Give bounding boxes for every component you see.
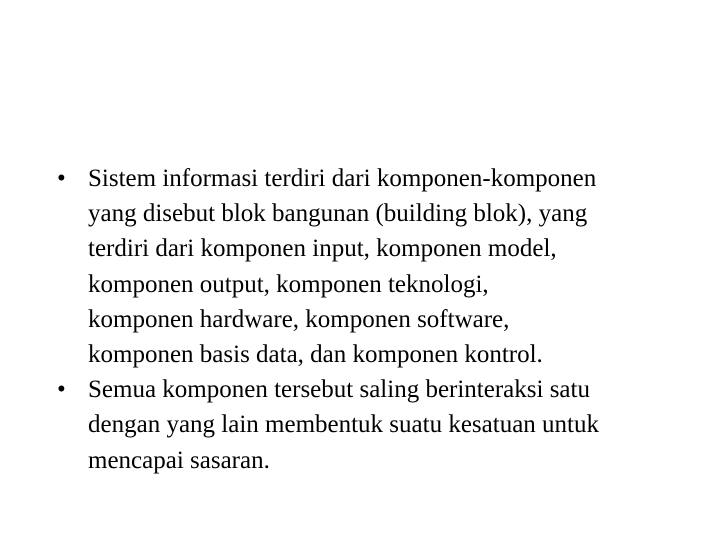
bullet-1-line-2: yang disebut blok bangunan (building blok), yang — [88, 200, 588, 228]
bullet-marker: • — [57, 376, 66, 404]
bullet-item-1 — [54, 161, 684, 372]
bullet-item-2 — [54, 372, 684, 478]
bullet-2-line-2: dengan yang lain membentuk suatu kesatuan untuk — [88, 411, 599, 439]
bullet-list — [54, 161, 684, 478]
bullet-1-line-1: Sistem informasi terdiri dari komponen-komponen — [88, 165, 597, 192]
bullet-2-line-1: Semua komponen tersebut saling berinteraksi satu — [88, 376, 590, 404]
bullet-1-line-5: komponen hardware, komponen software, — [88, 305, 510, 333]
bullet-1-line-4: komponen output, komponen teknologi, — [88, 270, 489, 298]
bullet-2-line-3: mencapai sasaran. — [88, 446, 270, 474]
bullet-1-line-3: terdiri dari komponen input, komponen model, — [88, 235, 557, 263]
bullet-1-line-6: komponen basis data, dan komponen kontrol. — [88, 341, 543, 369]
bullet-marker: • — [57, 165, 66, 192]
